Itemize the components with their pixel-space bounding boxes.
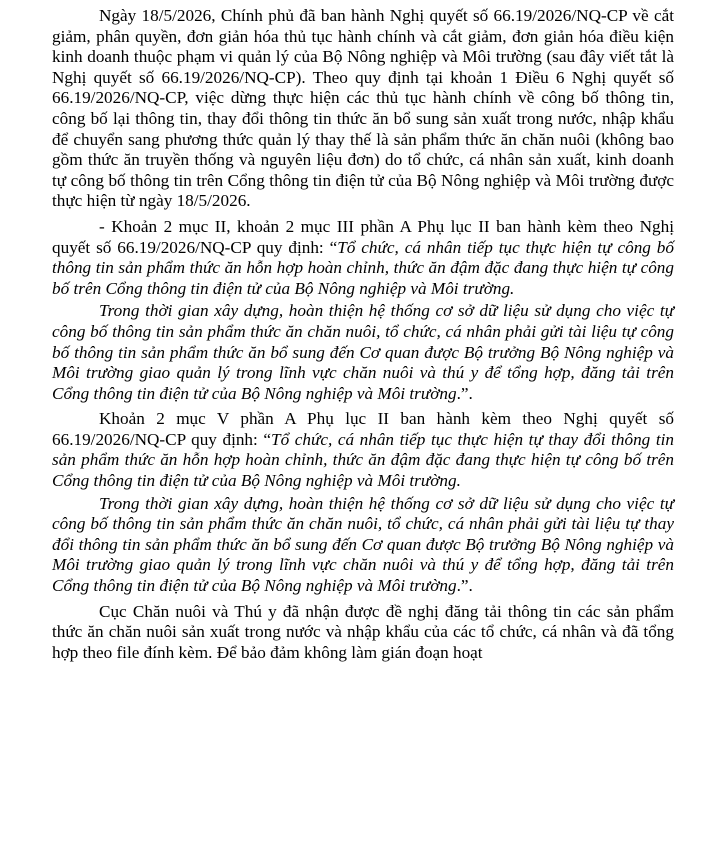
- paragraph-clause-v: [52, 409, 674, 491]
- paragraph-department-note: Cục Chăn nuôi và Thú y đã nhận được đề nghị đăng tải thông tin các sản phẩm thức ăn chăn nuôi sản xuất trong nước và nhập khẩu của các tổ chức, cá nhân và đã tổng hợp theo file đính kèm. Để bảo đảm không làm gián đoạn hoạt: [52, 601, 674, 662]
- clause-ii-iii-transition-quote: Trong thời gian xây dựng, hoàn thiện hệ thống cơ sở dữ liệu sử dụng cho việc tự công bố thông tin sản phẩm thức ăn chăn nuôi, tổ chức, cá nhân phải gửi tài liệu tự công bố thông tin sản phẩm thức ăn bổ sung đến Cơ quan được Bộ trưởng Bộ Nông nghiệp và Môi trường giao quản lý trong lĩnh vực chăn nuôi và thú y để tổng hợp, đăng tải trên Cổng thông tin điện tử của Bộ Nông nghiệp và Môi trường: [52, 301, 674, 403]
- paragraph-intro: Ngày 18/5/2026, Chính phủ đã ban hành Nghị quyết số 66.19/2026/NQ-CP về cắt giảm, phân quyền, đơn giản hóa thủ tục hành chính và cắt giảm, đơn giản hóa điều kiện kinh doanh thuộc phạm vi quản lý của Bộ Nông nghiệp và Môi trường (sau đây viết tắt là Nghị quyết số 66.19/2026/NQ-CP). Theo quy định tại khoản 1 Điều 6 Nghị quyết số 66.19/2026/NQ-CP, việc dừng thực hiện các thủ tục hành chính về công bố thông tin, công bố lại thông tin, thay đổi thông tin thức ăn bổ sung sản xuất trong nước, nhập khẩu để chuyển sang phương thức quản lý thay thế là sản phẩm thức ăn chăn nuôi (không bao gồm thức ăn truyền thống và nguyên liệu đơn) do tổ chức, cá nhân sản xuất, kinh doanh tự công bố thông tin trên Cổng thông tin điện tử của Bộ Nông nghiệp và Môi trường được thực hiện từ ngày 18/5/2026.: [52, 6, 674, 211]
- clause-ii-iii-lead: - Khoản 2 mục II, khoản 2 mục III phần A Phụ lục II ban hành kèm theo Nghị quyết số 66.19/2026/NQ-CP quy định: “: [52, 216, 674, 257]
- clause-v-quote: Tổ chức, cá nhân tiếp tục thực hiện tự thay đổi thông tin sản phẩm thức ăn hỗn hợp hoàn chỉnh, thức ăn đậm đặc đang thực hiện tự công bố trên Cổng thông tin điện tử của Bộ Nông nghiệp và Môi trường.: [52, 429, 674, 491]
- paragraph-clause-ii-iii-transition: [52, 301, 674, 404]
- clause-ii-iii-quote: Tổ chức, cá nhân tiếp tục thực hiện tự công bố thông tin sản phẩm thức ăn hỗn hợp hoàn chỉnh, thức ăn đậm đặc đang thực hiện tự công bố trên Cổng thông tin điện tử của Bộ Nông nghiệp và Môi trường.: [52, 237, 674, 298]
- clause-v-lead: Khoản 2 mục V phần A Phụ lục II ban hành kèm theo Nghị quyết số 66.19/2026/NQ-CP quy định: “: [52, 409, 674, 449]
- clause-v-transition-end: .”.: [456, 576, 473, 596]
- clause-v-transition-quote: Trong thời gian xây dựng, hoàn thiện hệ thống cơ sở dữ liệu sử dụng cho việc tự công bố thông tin sản phẩm thức ăn chăn nuôi, tổ chức, cá nhân phải gửi tài liệu tự thay đổi thông tin sản phẩm thức ăn bổ sung đến Cơ quan được Bộ trưởng Bộ Nông nghiệp và Môi trường giao quản lý trong lĩnh vực chăn nuôi và thú y để tổng hợp, đăng tải trên Cổng thông tin điện tử của Bộ Nông nghiệp và Môi trường: [52, 493, 674, 596]
- document-page: [52, 6, 674, 668]
- clause-ii-iii-transition-end: .”.: [456, 383, 473, 403]
- paragraph-clause-v-transition: [52, 494, 674, 597]
- paragraph-clause-ii-iii: [52, 217, 674, 299]
